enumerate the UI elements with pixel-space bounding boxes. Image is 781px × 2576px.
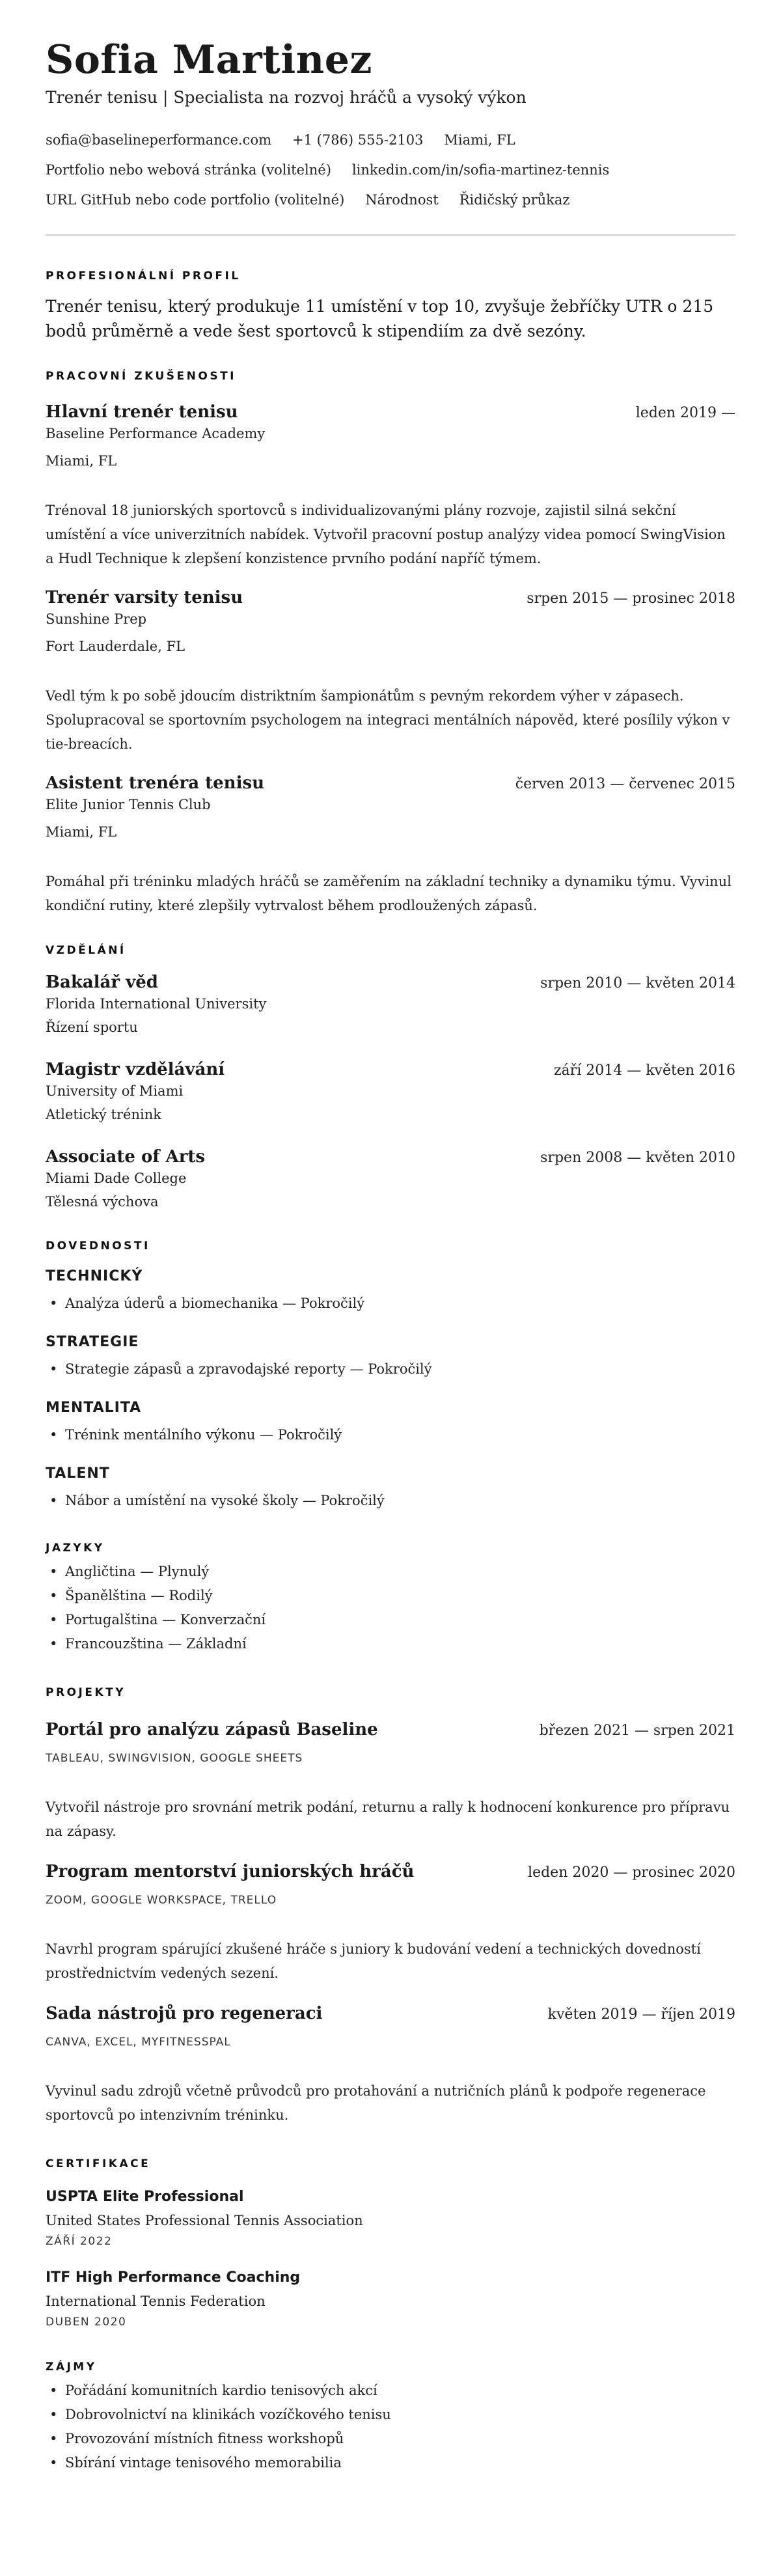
language-list <box>46 1560 735 1656</box>
skill-group <box>46 1267 735 1316</box>
education-item <box>46 971 735 1038</box>
experience-item <box>46 772 735 918</box>
section-title: VZDĚLÁNÍ <box>46 944 126 957</box>
education-item <box>46 1146 735 1212</box>
certifications-section <box>46 2157 735 2331</box>
skill-category: STRATEGIE <box>46 1334 139 1350</box>
project-tech: TABLEAU, SWINGVISION, GOOGLE SHEETS <box>46 1752 303 1765</box>
education-dates: srpen 2010 — květen 2014 <box>540 975 735 991</box>
school: Miami Dade College <box>46 1170 187 1186</box>
job-location: Fort Lauderdale, FL <box>46 639 185 654</box>
section-title: PROJEKTY <box>46 1686 126 1699</box>
education-section <box>46 944 735 1212</box>
section-title: JAZYKY <box>46 1542 105 1555</box>
education-dates: srpen 2008 — květen 2010 <box>540 1150 735 1166</box>
job-title: Trenér varsity tenisu <box>46 588 243 607</box>
contact-row <box>46 132 735 148</box>
job-dates: leden 2019 — <box>635 405 735 421</box>
project-name: Portál pro analýzu zápasů Baseline <box>46 1720 378 1739</box>
job-location: Miami, FL <box>46 453 117 469</box>
interest-item: • Sbírání vintage tenisového memorabilia <box>46 2451 735 2475</box>
project-description: Vyvinul sadu zdrojů včetně průvodců pro protahování a nutričních plánů k podpoře regenerace sportovců po intenzivním tréninku. <box>46 2083 706 2123</box>
candidate-name: Sofia Martinez <box>46 37 372 83</box>
portfolio-link[interactable]: Portfolio nebo webová stránka (volitelné) <box>46 162 331 178</box>
job-location: Miami, FL <box>46 824 117 840</box>
language-item: • Angličtina — Plynulý <box>46 1560 735 1584</box>
field-of-study: Tělesná výchova <box>46 1194 159 1210</box>
certification-issuer: International Tennis Federation <box>46 2293 266 2309</box>
project-item <box>46 1861 735 1986</box>
field-of-study: Řízení sportu <box>46 1019 138 1035</box>
education-dates: září 2014 — květen 2016 <box>553 1062 735 1079</box>
job-description: Pomáhal při tréninku mladých hráčů se zaměřením na základní techniky a dynamiku týmu. Vyvinul kondiční rutiny, které zlepšily vytrvalost během prodloužených zápasů. <box>46 874 732 913</box>
projects-section <box>46 1686 735 2127</box>
interest-item: • Provozování místních fitness workshopů <box>46 2427 735 2451</box>
education-item <box>46 1059 735 1125</box>
employer: Sunshine Prep <box>46 611 147 627</box>
extra-row <box>46 191 735 208</box>
skill-group <box>46 1464 735 1513</box>
school: Florida International University <box>46 996 267 1012</box>
job-description: Trénoval 18 juniorských sportovců s individualizovanými plány rozvoje, zajistil silná sekční umístění a více univerzitních nabídek. Vytvořil pracovní postup analýzy videa pomocí SwingVision a Hudl Technique k zlepšení konzistence prvního podání napříč týmem. <box>46 503 726 566</box>
links-row <box>46 161 735 178</box>
project-name: Program mentorství juniorských hráčů <box>46 1862 415 1881</box>
project-tech: ZOOM, GOOGLE WORKSPACE, TRELLO <box>46 1894 277 1907</box>
drivers-license: Řidičský průkaz <box>459 192 570 208</box>
interests-section <box>46 2361 735 2475</box>
skill-group <box>46 1333 735 1381</box>
skill-item: • Analýza úderů a biomechanika — Pokročilý <box>46 1292 735 1316</box>
degree: Bakalář věd <box>46 973 158 992</box>
profile-summary: Trenér tenisu, který produkuje 11 umístění v top 10, zvyšuje žebříčky UTR o 215 bodů průměrně a vede šest sportovců k stipendiím za dvě sezóny. <box>46 297 714 340</box>
skill-item: • Nábor a umístění na vysoké školy — Pokročilý <box>46 1489 735 1513</box>
job-description: Vedl tým k po sobě jdoucím distriktním šampionátům s pevným rekordem výher v zápasech. Spolupracoval se sportovním psychologem na integraci mentálních nápověd, které posílily výkon v tie-breacích. <box>46 688 730 752</box>
email[interactable]: sofia@baselineperformance.com <box>46 132 272 148</box>
job-dates: červen 2013 — červenec 2015 <box>515 776 735 792</box>
section-title: ZÁJMY <box>46 2361 97 2374</box>
project-name: Sada nástrojů pro regeneraci <box>46 2004 323 2023</box>
language-item: • Portugalština — Konverzační <box>46 1608 735 1632</box>
certification-date: DUBEN 2020 <box>46 2316 127 2329</box>
section-title: PRACOVNÍ ZKUŠENOSTI <box>46 370 237 383</box>
header-divider <box>46 234 735 236</box>
project-dates: březen 2021 — srpen 2021 <box>539 1723 735 1739</box>
certification-name: ITF High Performance Coaching <box>46 2269 301 2286</box>
project-item <box>46 2002 735 2127</box>
project-description: Vytvořil nástroje pro srovnání metrik podání, returnu a rally k hodnocení konkurence pro přípravu na zápasy. <box>46 1799 730 1839</box>
skill-category: TALENT <box>46 1465 110 1482</box>
linkedin-link[interactable]: linkedin.com/in/sofia-martinez-tennis <box>351 162 610 178</box>
certification-issuer: United States Professional Tennis Association <box>46 2213 363 2228</box>
section-title: PROFESIONÁLNÍ PROFIL <box>46 270 241 283</box>
degree: Associate of Arts <box>46 1147 206 1167</box>
languages-section <box>46 1542 735 1656</box>
skill-category: TECHNICKÝ <box>46 1268 143 1284</box>
skill-item: • Strategie zápasů a zpravodajské reporty — Pokročilý <box>46 1357 735 1381</box>
experience-item <box>46 401 735 571</box>
job-title: Asistent trenéra tenisu <box>46 773 265 793</box>
certification-item <box>46 2187 735 2250</box>
headline: Trenér tenisu | Specialista na rozvoj hráčů a vysoký výkon <box>46 88 527 107</box>
certification-name: USPTA Elite Professional <box>46 2189 244 2205</box>
phone[interactable]: +1 (786) 555-2103 <box>292 132 424 148</box>
project-dates: leden 2020 — prosinec 2020 <box>528 1864 735 1881</box>
employer: Elite Junior Tennis Club <box>46 797 211 812</box>
skills-section <box>46 1240 735 1513</box>
skill-group <box>46 1398 735 1447</box>
field-of-study: Atletický trénink <box>46 1107 161 1122</box>
language-item: • Francouzština — Základní <box>46 1632 735 1656</box>
project-item <box>46 1719 735 1844</box>
experience-section <box>46 370 735 918</box>
employer: Baseline Performance Academy <box>46 426 266 441</box>
job-title: Hlavní trenér tenisu <box>46 402 238 422</box>
interest-list <box>46 2379 735 2475</box>
interest-item: • Dobrovolnictví na klinikách vozíčkového tenisu <box>46 2403 735 2427</box>
experience-item <box>46 587 735 756</box>
interest-item: • Pořádání komunitních kardio tenisových akcí <box>46 2379 735 2403</box>
skill-category: MENTALITA <box>46 1400 142 1416</box>
job-dates: srpen 2015 — prosinec 2018 <box>527 590 735 607</box>
section-title: CERTIFIKACE <box>46 2157 151 2170</box>
certification-item <box>46 2268 735 2331</box>
project-description: Navrhl program spárující zkušené hráče s juniory k budování vedení a technických dovedností prostřednictvím vedených sezení. <box>46 1941 701 1981</box>
certification-date: ZÁŘÍ 2022 <box>46 2235 113 2248</box>
language-item: • Španělština — Rodilý <box>46 1584 735 1608</box>
degree: Magistr vzdělávání <box>46 1060 225 1079</box>
skill-item: • Trénink mentálního výkonu — Pokročilý <box>46 1423 735 1447</box>
section-title: DOVEDNOSTI <box>46 1240 150 1253</box>
github-link[interactable]: URL GitHub nebo code portfolio (volitelné) <box>46 192 345 208</box>
school: University of Miami <box>46 1083 184 1099</box>
resume-header <box>46 36 735 236</box>
project-tech: CANVA, EXCEL, MYFITNESSPAL <box>46 2036 231 2049</box>
nationality: Národnost <box>365 192 439 208</box>
project-dates: květen 2019 — říjen 2019 <box>547 2006 735 2023</box>
location: Miami, FL <box>444 132 515 148</box>
profile-section <box>46 270 735 344</box>
